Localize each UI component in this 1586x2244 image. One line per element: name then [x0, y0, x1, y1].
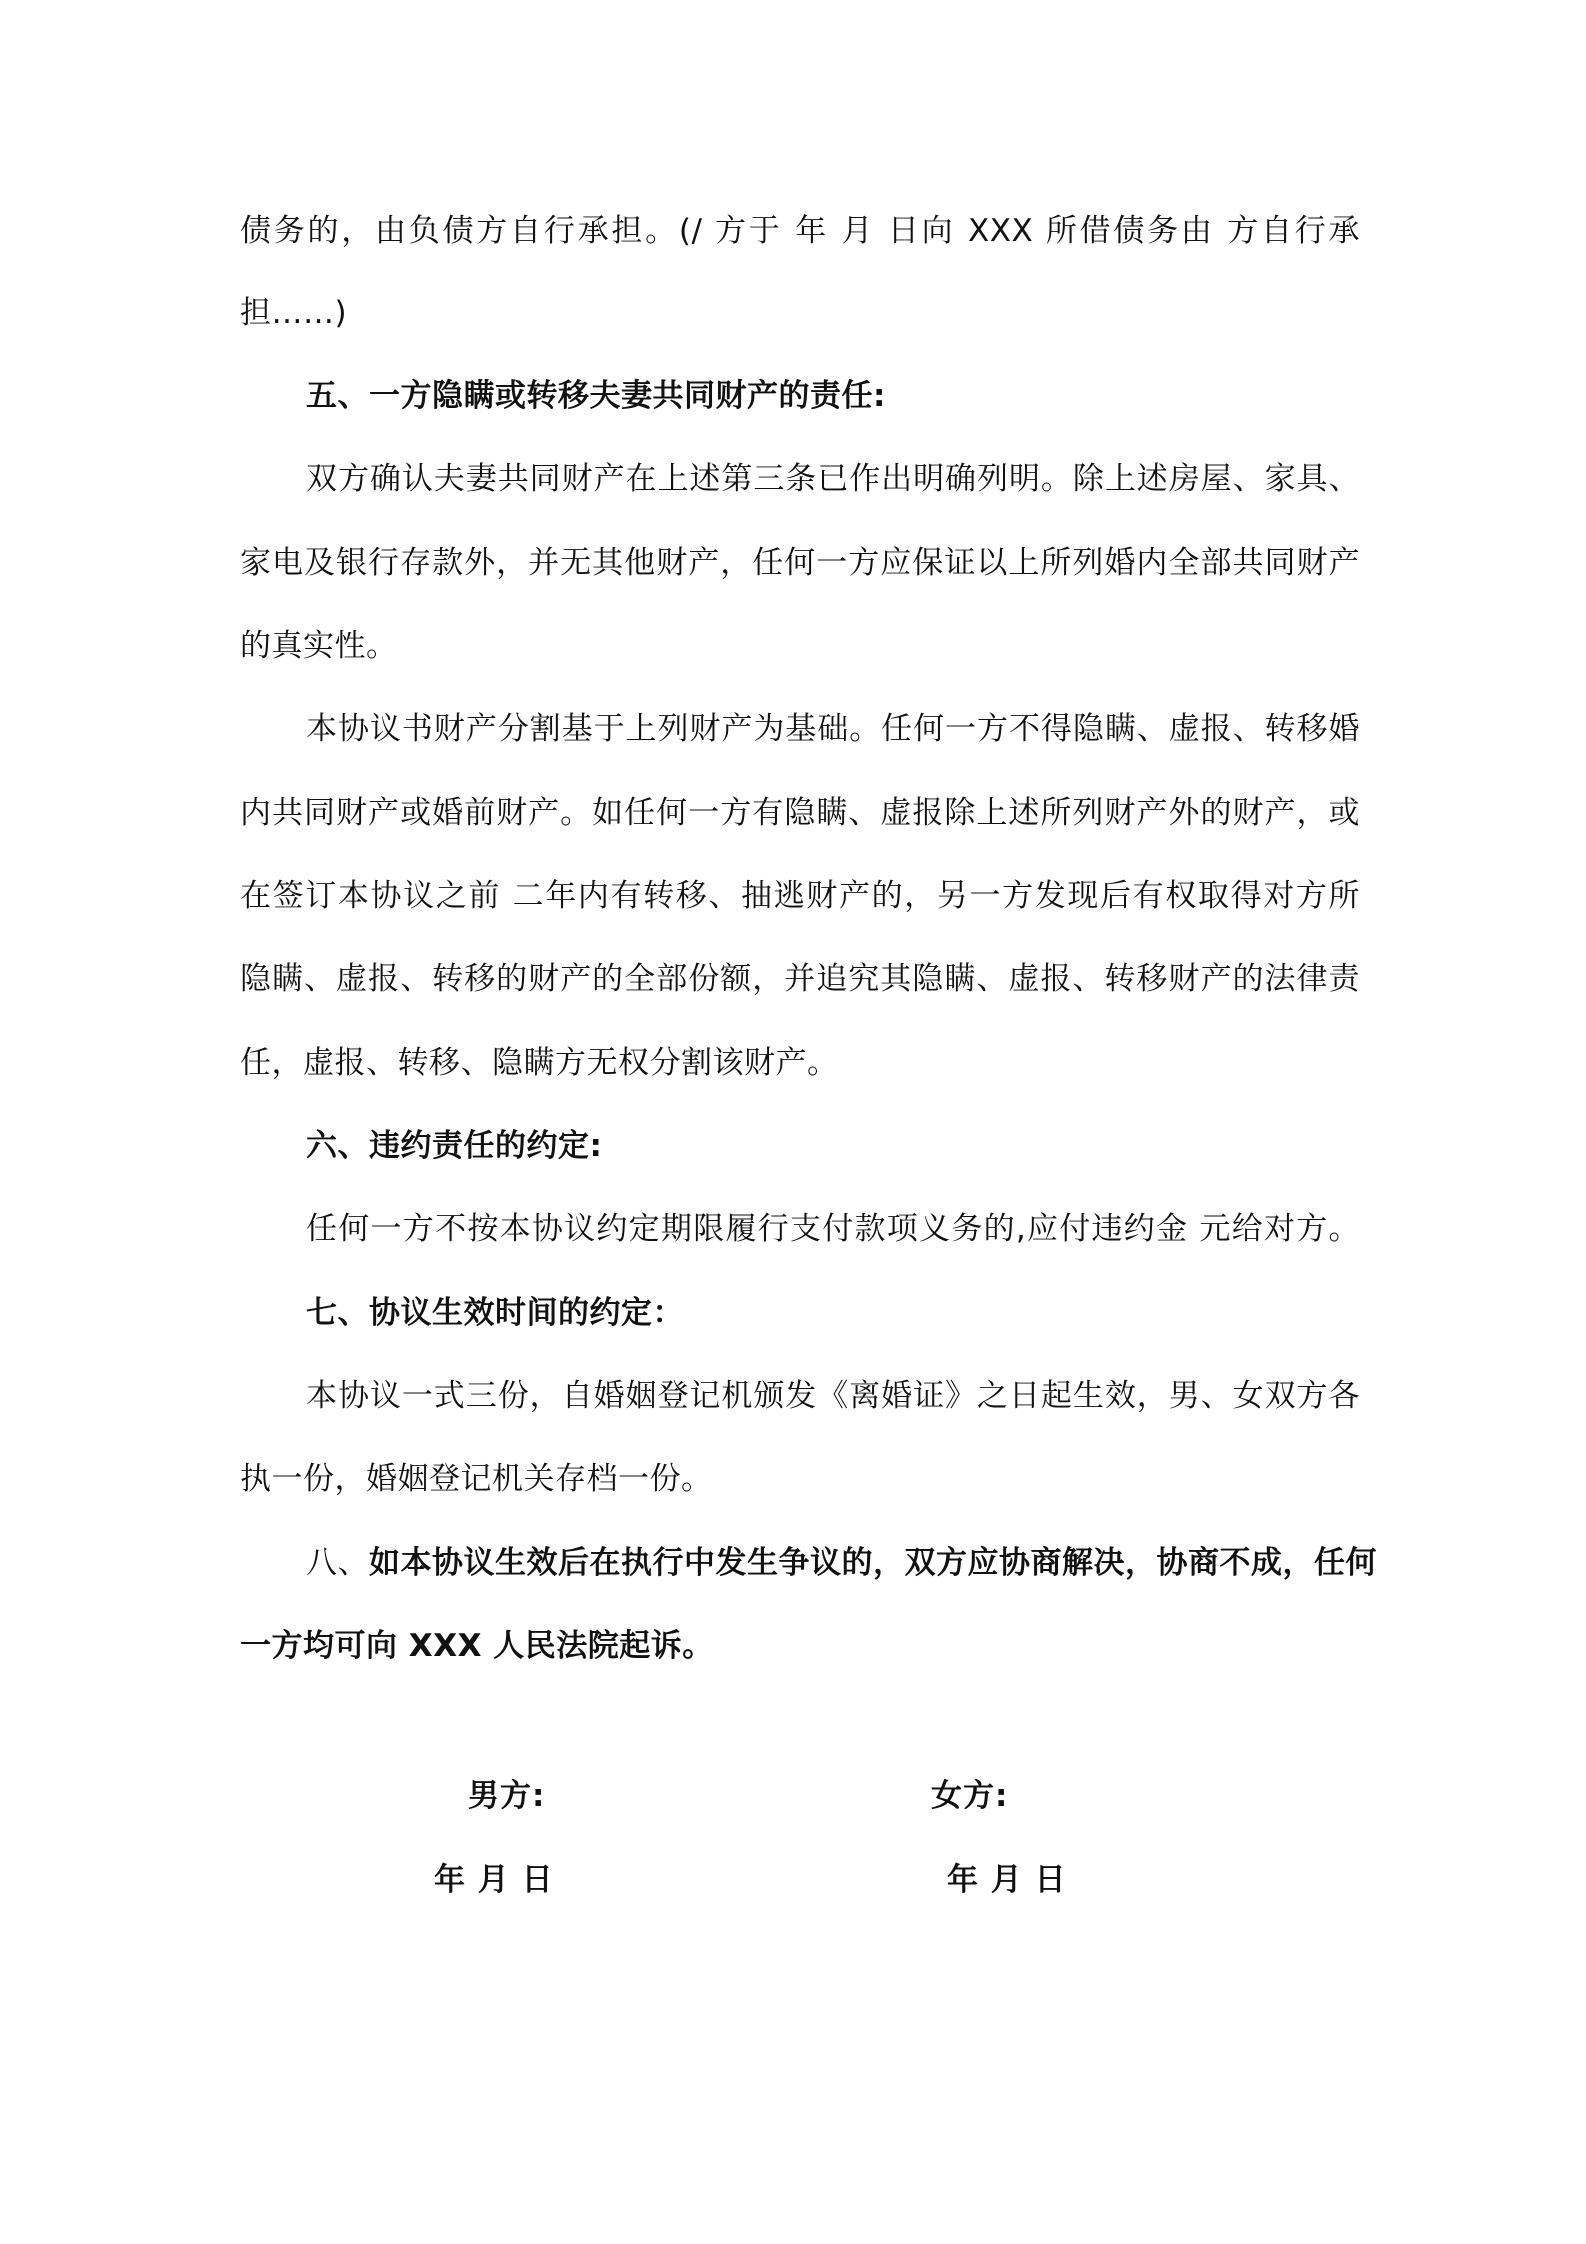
- clause5-p2-line1: 本协议书财产分割基于上列财产为基础。任何一方不得隐瞒、虚报、转移婚: [306, 711, 1360, 747]
- clause5-heading: 五、一方隐瞒或转移夫妻共同财产的责任:: [306, 378, 886, 414]
- male-signature-date: 年 月 日: [434, 1862, 554, 1898]
- clause7-p1-line2: 执一份，婚姻登记机关存档一份。: [240, 1461, 713, 1497]
- clause5-p1-line2: 家电及银行存款外，并无其他财产，任何一方应保证以上所列婚内全部共同财产: [240, 545, 1360, 581]
- clause7-heading: 七、协议生效时间的约定：: [306, 1295, 684, 1331]
- clause5-p2-line3: 在签订本协议之前 二年内有转移、抽逃财产的，另一方发现后有权取得对方所: [240, 878, 1360, 914]
- clause8-number: 八、: [306, 1545, 369, 1581]
- clause8-line2: 一方均可向 XXX 人民法院起诉。: [240, 1628, 714, 1664]
- clause5-p2-line2: 内共同财产或婚前财产。如任何一方有隐瞒、虚报除上述所列财产外的财产，或: [240, 795, 1360, 831]
- male-signature-label: 男方:: [468, 1778, 546, 1814]
- female-signature-label: 女方:: [931, 1778, 1009, 1814]
- clause7-p1-line1: 本协议一式三份，自婚姻登记机颁发《离婚证》之日起生效，男、女双方各: [306, 1378, 1360, 1414]
- clause5-p2-line5: 任，虚报、转移、隐瞒方无权分割该财产。: [240, 1045, 839, 1081]
- clause4-tail-line1: 债务的，由负债方自行承担。(/ 方于 年 月 日向 XXX 所借债务由 方自行承: [240, 213, 1360, 249]
- clause8-line1: [306, 1543, 1377, 1583]
- clause5-p1-line1: 双方确认夫妻共同财产在上述第三条已作出明确列明。除上述房屋、家具、: [306, 461, 1360, 497]
- female-signature-date: 年 月 日: [947, 1862, 1067, 1898]
- clause6-heading: 六、违约责任的约定:: [306, 1128, 603, 1164]
- clause4-tail-line2: 担……): [240, 295, 348, 331]
- clause6-p1-line1: 任何一方不按本协议约定期限履行支付款项义务的,应付违约金 元给对方。: [306, 1211, 1360, 1247]
- clause8-text: 如本协议生效后在执行中发生争议的，双方应协商解决，协商不成，任何: [369, 1545, 1377, 1581]
- clause5-p1-line3: 的真实性。: [240, 628, 398, 664]
- clause5-p2-line4: 隐瞒、虚报、转移的财产的全部份额，并追究其隐瞒、虚报、转移财产的法律责: [240, 961, 1360, 997]
